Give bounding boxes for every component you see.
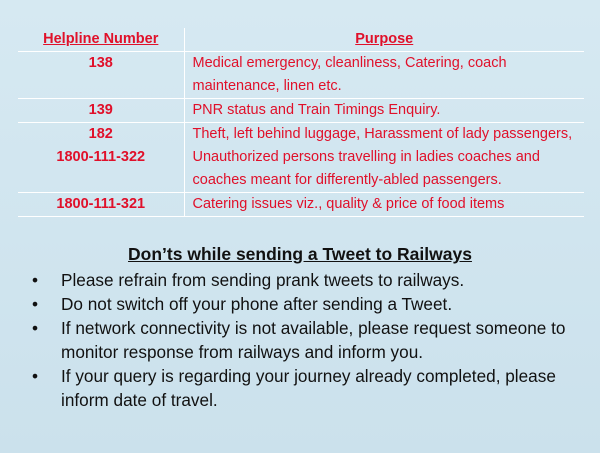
helpline-number-cell: [18, 99, 184, 123]
header-helpline-number: Helpline Number: [18, 28, 184, 52]
helpline-number: 182: [88, 126, 113, 142]
table-row: [18, 123, 584, 193]
helpline-number-cell: [18, 193, 184, 217]
purpose-cell: Medical emergency, cleanliness, Catering, coach maintenance, linen etc.: [192, 55, 507, 94]
header-purpose: Purpose: [355, 31, 414, 47]
purpose-cell: PNR status and Train Timings Enquiry.: [192, 102, 441, 118]
helpline-number-cell: [18, 123, 184, 193]
list-item: [32, 268, 587, 292]
donts-title: Don’ts while sending a Tweet to Railways: [128, 244, 472, 264]
list-item: [32, 292, 587, 316]
helpline-number: 139: [88, 102, 113, 118]
list-item-text: Do not switch off your phone after sending a Tweet.: [61, 294, 453, 314]
purpose-cell: Theft, left behind luggage, Harassment of lady passengers, Unauthorized persons travelling in ladies coaches and coaches meant for differently-abled passengers.: [192, 126, 573, 188]
list-item-text: If network connectivity is not available, please request someone to monitor response from railways and inform you.: [61, 318, 566, 362]
purpose-cell: Catering issues viz., quality & price of food items: [192, 196, 505, 212]
table-row: [18, 99, 584, 123]
bullet-icon: •: [32, 270, 39, 290]
bullet-icon: •: [32, 318, 39, 338]
bullet-icon: •: [32, 366, 39, 386]
table-row: [18, 52, 584, 99]
helpline-number: 1800-111-322: [56, 149, 146, 165]
list-item: [32, 316, 587, 364]
table-header-row: [18, 28, 584, 52]
donts-list: [32, 268, 587, 412]
helpline-number: 138: [88, 55, 113, 71]
list-item: [32, 364, 587, 412]
helpline-table: [18, 28, 584, 217]
table-row: [18, 193, 584, 217]
bullet-icon: •: [32, 294, 39, 314]
helpline-number: 1800-111-321: [56, 196, 146, 212]
list-item-text: If your query is regarding your journey already completed, please inform date of travel.: [61, 366, 556, 410]
helpline-number-cell: [18, 52, 184, 99]
list-item-text: Please refrain from sending prank tweets to railways.: [61, 270, 465, 290]
